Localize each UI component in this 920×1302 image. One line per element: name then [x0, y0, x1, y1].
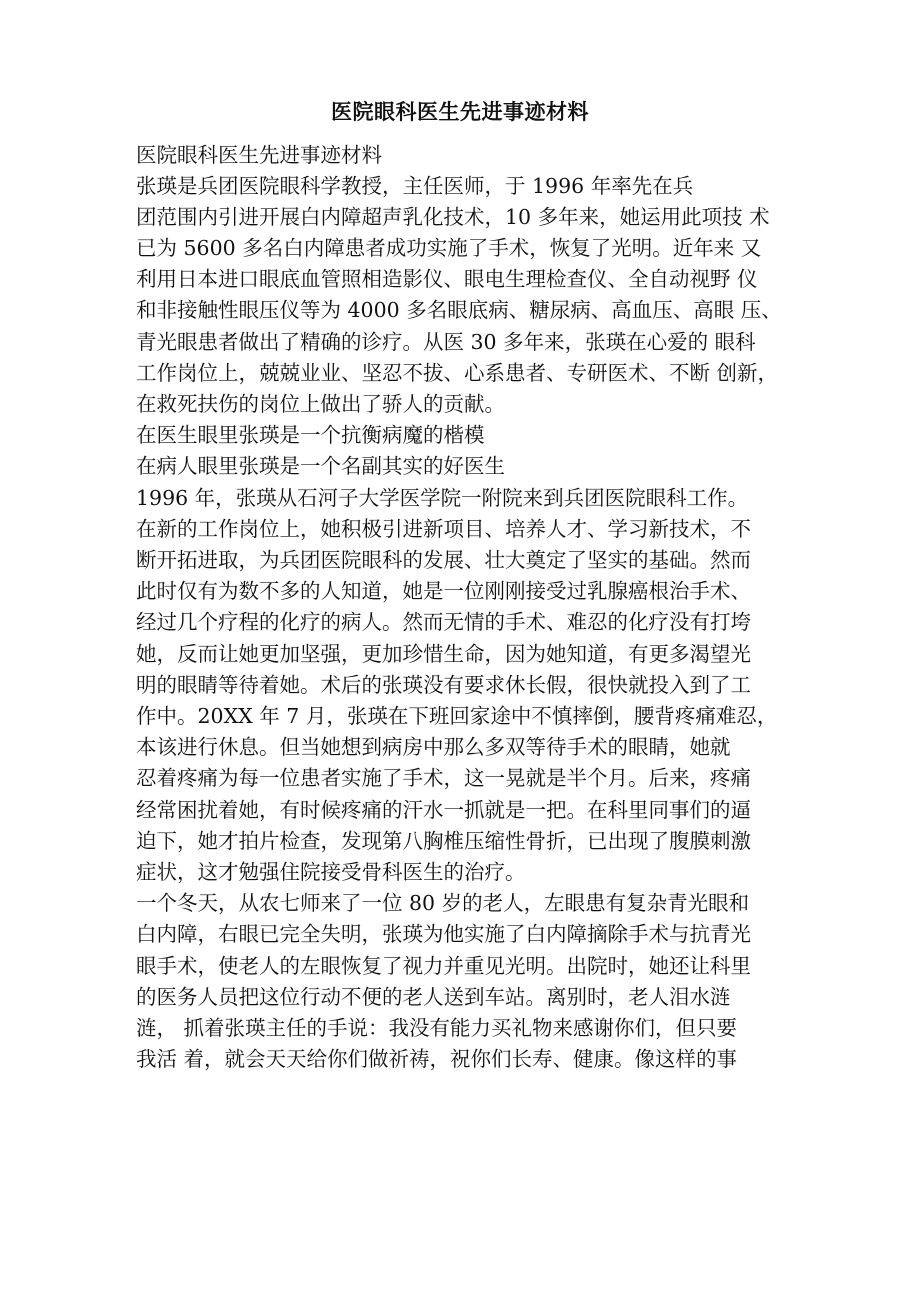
- text-line: 一个冬天，从农七师来了一位 80 岁的老人，左眼患有复杂青光眼和: [136, 891, 750, 915]
- text-line: 青光眼患者做出了精确的诊疗。从医 30 多年来，张瑛在心爱的 眼科: [136, 330, 756, 354]
- text-line: 此时仅有为数不多的人知道，她是一位刚刚接受过乳腺癌根治手术、: [136, 579, 751, 603]
- text-line: 经过几个疗程的化疗的病人。然而无情的手术、难忍的化疗没有打垮: [136, 610, 751, 634]
- text-line: 涟， 抓着张瑛主任的手说：我没有能力买礼物来感谢你们，但只要: [136, 1016, 738, 1040]
- text-line: 在救死扶伤的岗位上做出了骄人的贡献。: [136, 392, 505, 416]
- text-line: 断开拓进取，为兵团医院眼科的发展、壮大奠定了坚实的基础。然而: [136, 548, 751, 572]
- subheading-line: 在病人眼里张瑛是一个名副其实的好医生: [136, 454, 505, 478]
- text-line: 的医务人员把这位行动不便的老人送到车站。离别时，老人泪水涟: [136, 985, 731, 1009]
- text-line: 团范围内引进开展白内障超声乳化技术，10 多年来，她运用此项技 术: [136, 205, 770, 229]
- text-line: 已为 5600 多名白内障患者成功实施了手术，恢复了光明。近年来 又: [136, 236, 762, 260]
- text-line: 张瑛是兵团医院眼科学教授，主任医师，于 1996 年率先在兵: [136, 174, 694, 198]
- text-line: 迫下，她才拍片检查，发现第八胸椎压缩性骨折，已出现了腹膜刺激: [136, 829, 751, 853]
- text-line: 和非接触性眼压仪等为 4000 多名眼底病、糖尿病、高血压、高眼 压、: [136, 298, 782, 322]
- text-line: 眼手术，使老人的左眼恢复了视力并重见光明。出院时，她还让科里: [136, 954, 751, 978]
- text-line: 工作岗位上，兢兢业业、坚忍不拔、心系患者、专研医术、不断 创新，: [136, 361, 779, 385]
- text-line: 经常困扰着她，有时候疼痛的汗水一抓就是一把。在科里同事们的逼: [136, 798, 751, 822]
- text-line: 症状，这才勉强住院接受骨科医生的治疗。: [136, 860, 526, 884]
- text-line: 1996 年，张瑛从石河子大学医学院一附院来到兵团医院眼科工作。: [136, 486, 749, 510]
- document-title: 医院眼科医生先进事迹材料: [331, 99, 589, 124]
- text-line: 本该进行休息。但当她想到病房中那么多双等待手术的眼睛，她就: [136, 735, 731, 759]
- text-line: 明的眼睛等待着她。术后的张瑛没有要求休长假，很快就投入到了工: [136, 673, 751, 697]
- text-line: 利用日本进口眼底血管照相造影仪、眼电生理检查仪、全自动视野 仪: [136, 267, 758, 291]
- subheading-line: 在医生眼里张瑛是一个抗衡病魔的楷模: [136, 423, 485, 447]
- text-line: 忍着疼痛为每一位患者实施了手术，这一晃就是半个月。后来，疼痛: [136, 766, 751, 790]
- text-line: 她，反而让她更加坚强，更加珍惜生命，因为她知道，有更多渴望光: [136, 642, 751, 666]
- text-line: 我活 着，就会天天给你们做祈祷，祝你们长寿、健康。像这样的事: [136, 1047, 738, 1071]
- text-line: 医院眼科医生先进事迹材料: [136, 143, 382, 167]
- text-line: 白内障，右眼已完全失明，张瑛为他实施了白内障摘除手术与抗青光: [136, 922, 751, 946]
- text-line: 在新的工作岗位上，她积极引进新项目、培养人才、学习新技术，不: [136, 517, 751, 541]
- text-line: 作中。20XX 年 7 月，张瑛在下班回家途中不慎摔倒，腰背疼痛难忍，: [136, 704, 778, 728]
